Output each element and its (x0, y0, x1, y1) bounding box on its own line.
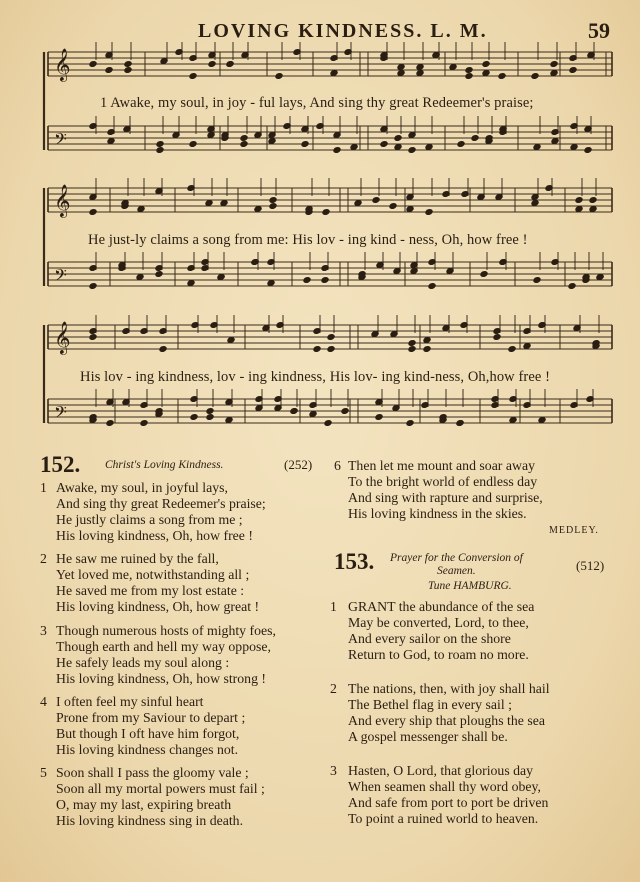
note-head (523, 343, 531, 350)
note-head (569, 67, 577, 74)
note-head (408, 147, 416, 154)
note-head (533, 144, 541, 151)
note-head (428, 283, 436, 290)
note-head (303, 277, 311, 284)
note-head (156, 147, 164, 154)
note-head (140, 420, 148, 427)
note-head (589, 197, 597, 204)
note-head (533, 277, 541, 284)
note-head (190, 414, 198, 421)
note-head (550, 61, 558, 68)
bass-clef-icon: 𝄢 (54, 129, 67, 153)
verse-line: Then let me mount and soar away (348, 458, 535, 473)
note-head (268, 138, 276, 145)
verse-number: 5 (40, 765, 47, 780)
note-head (397, 70, 405, 77)
lyric-line-1: 1 Awake, my soul, in joy - ful lays, And sing thy great Redeemer's praise; (100, 95, 534, 111)
note-head (550, 70, 558, 77)
note-head (531, 200, 539, 207)
verse-line: O, may my last, expiring breath (56, 797, 232, 812)
note-head (508, 346, 516, 353)
note-head (240, 135, 248, 142)
note-head (498, 73, 506, 80)
note-head (575, 206, 583, 213)
verse-line: To the bright world of endless day (348, 474, 538, 489)
note-head (457, 141, 465, 148)
verse-line: Yet loved me, notwithstanding all ; (56, 567, 250, 582)
note-head (509, 417, 517, 424)
note-head (389, 203, 397, 210)
hymn-author: MEDLEY. (549, 525, 599, 536)
verse-line: Soon shall I pass the gloomy vale ; (56, 765, 249, 780)
verse-number: 4 (40, 694, 47, 709)
verse-line: And every sailor on the shore (348, 631, 511, 646)
lyric-line-2: He just-ly claims a song from me: His lov - ing kind - ness, Oh, how free ! (88, 232, 528, 248)
note-head (159, 346, 167, 353)
verse-line: Soon all my mortal powers must fail ; (56, 781, 265, 796)
note-head (570, 144, 578, 151)
note-head (568, 283, 576, 290)
verse-number: 2 (40, 551, 47, 566)
verse-number: 1 (330, 599, 337, 614)
verse-line: And sing thy great Redeemer's praise; (56, 496, 266, 511)
hymn-title: Christ's Loving Kindness. (105, 459, 224, 471)
note-head (106, 420, 114, 427)
verse-line: He saved me from my lost estate : (56, 583, 245, 598)
note-head (380, 141, 388, 148)
hymn-number: 153. (334, 549, 375, 574)
bass-clef-icon: 𝄢 (54, 265, 67, 289)
verse-number: 2 (330, 681, 337, 696)
note-head (206, 408, 214, 415)
note-head (480, 271, 488, 278)
hymn-title-line-1: Prayer for the Conversion of (390, 552, 523, 564)
note-head (206, 414, 214, 421)
note-head (394, 135, 402, 142)
hymn-tune: Tune HAMBURG. (428, 580, 512, 592)
verse-line: And every ship that ploughs the sea (348, 713, 545, 728)
treble-clef-icon: 𝄞 (54, 48, 71, 81)
note-head (275, 73, 283, 80)
note-head (155, 271, 163, 278)
hymn-title-line-2: Seamen. (437, 565, 476, 577)
verse-line: His loving kindness in the skies. (348, 506, 527, 521)
verse-line: To point a ruined world to heaven. (348, 811, 539, 826)
verse-line: His loving kindness sing in death. (56, 813, 244, 828)
note-head (189, 73, 197, 80)
note-head (493, 334, 501, 341)
note-head (333, 147, 341, 154)
verse-line: Though earth and hell my way oppose, (56, 639, 271, 654)
note-head (423, 337, 431, 344)
note-head (456, 420, 464, 427)
note-head (136, 274, 144, 281)
note-head (107, 138, 115, 145)
note-head (290, 408, 298, 415)
note-head (423, 346, 431, 353)
note-head (217, 274, 225, 281)
note-head (137, 206, 145, 213)
verse-line: Prone from my Saviour to depart ; (56, 710, 246, 725)
treble-clef-icon: 𝄞 (54, 184, 71, 217)
note-head (327, 346, 335, 353)
note-head (471, 135, 479, 142)
note-head (465, 73, 473, 80)
note-head (254, 206, 262, 213)
note-head (89, 209, 97, 216)
note-head (425, 144, 433, 151)
hymn-reference: (252) (284, 457, 313, 472)
verse-line: The Bethel flag in every sail ; (348, 697, 512, 712)
verse-line: His loving kindness changes not. (56, 742, 239, 757)
note-head (416, 70, 424, 77)
note-head (226, 61, 234, 68)
note-head (105, 67, 113, 74)
note-head (584, 147, 592, 154)
running-title: LOVING KINDNESS. L. M. (198, 20, 488, 42)
verse-line: He safely leads my soul along : (56, 655, 230, 670)
note-head (589, 206, 597, 213)
bass-clef-icon: 𝄢 (54, 402, 67, 426)
verse-line: And safe from port to port be driven (348, 795, 549, 810)
verse-line: He justly claims a song from me ; (56, 512, 243, 527)
note-head (449, 64, 457, 71)
note-head (482, 61, 490, 68)
verse-line: May be converted, Lord, to thee, (348, 615, 529, 630)
note-head (406, 420, 414, 427)
verse-number: 1 (40, 480, 47, 495)
note-head (575, 197, 583, 204)
note-head (394, 144, 402, 151)
note-head (372, 197, 380, 204)
note-head (189, 141, 197, 148)
verse-line: When seamen shall thy word obey, (348, 779, 541, 794)
verse-line: His loving kindness, Oh, how free ! (56, 528, 253, 543)
note-head (89, 334, 97, 341)
verse-line: GRANT the abundance of the sea (348, 599, 535, 614)
note-head (301, 141, 309, 148)
verse-line: A gospel messenger shall be. (348, 729, 508, 744)
note-head (397, 64, 405, 71)
note-head (425, 209, 433, 216)
note-head (465, 67, 473, 74)
note-head (354, 200, 362, 207)
note-head (208, 61, 216, 68)
note-head (375, 414, 383, 421)
note-head (416, 64, 424, 71)
note-head (596, 274, 604, 281)
note-head (330, 70, 338, 77)
note-head (551, 138, 559, 145)
note-head (240, 141, 248, 148)
page-number: 59 (588, 18, 610, 43)
verse-line: I often feel my sinful heart (56, 694, 204, 709)
verse-number: 3 (40, 623, 47, 638)
note-head (408, 340, 416, 347)
note-head (327, 334, 335, 341)
verse-line: Return to God, to roam no more. (348, 647, 529, 662)
verse-line: Awake, my soul, in joyful lays, (56, 480, 228, 495)
note-head (531, 73, 539, 80)
verse-line: But though I oft have him forgot, (56, 726, 240, 741)
note-head (89, 283, 97, 290)
note-head (408, 346, 416, 353)
verse-line: His loving kindness, Oh, how great ! (56, 599, 260, 614)
note-head (309, 411, 317, 418)
verse-number: 3 (330, 763, 337, 778)
verse-line: The nations, then, with joy shall hail (348, 681, 550, 696)
treble-clef-icon: 𝄞 (54, 321, 71, 354)
note-head (321, 277, 329, 284)
hymn-number: 152. (40, 452, 81, 477)
verse-line: Hasten, O Lord, that glorious day (348, 763, 534, 778)
note-head (313, 346, 321, 353)
note-head (220, 200, 228, 207)
verse-line: His loving kindness, Oh, how strong ! (56, 671, 267, 686)
verse-line: He saw me ruined by the fall, (56, 551, 219, 566)
lyric-line-3: His lov - ing kindness, lov - ing kindness, His lov- ing kind-ness, Oh,how free ! (80, 369, 551, 385)
note-head (225, 417, 233, 424)
note-head (482, 70, 490, 77)
note-head (187, 280, 195, 287)
hymn-reference: (512) (576, 558, 605, 573)
note-head (269, 203, 277, 210)
note-head (227, 337, 235, 344)
note-head (267, 280, 275, 287)
note-head (156, 141, 164, 148)
verse-line: And sing with rapture and surprise, (348, 490, 543, 505)
verse-number: 6 (334, 458, 341, 473)
verse-line: Though numerous hosts of mighty foes, (56, 623, 276, 638)
note-head (538, 417, 546, 424)
note-head (324, 420, 332, 427)
note-head (124, 67, 132, 74)
note-head (205, 200, 213, 207)
note-head (406, 206, 414, 213)
note-head (322, 209, 330, 216)
note-head (89, 61, 97, 68)
note-head (124, 61, 132, 68)
note-head (341, 408, 349, 415)
note-head (350, 144, 358, 151)
note-head (269, 197, 277, 204)
